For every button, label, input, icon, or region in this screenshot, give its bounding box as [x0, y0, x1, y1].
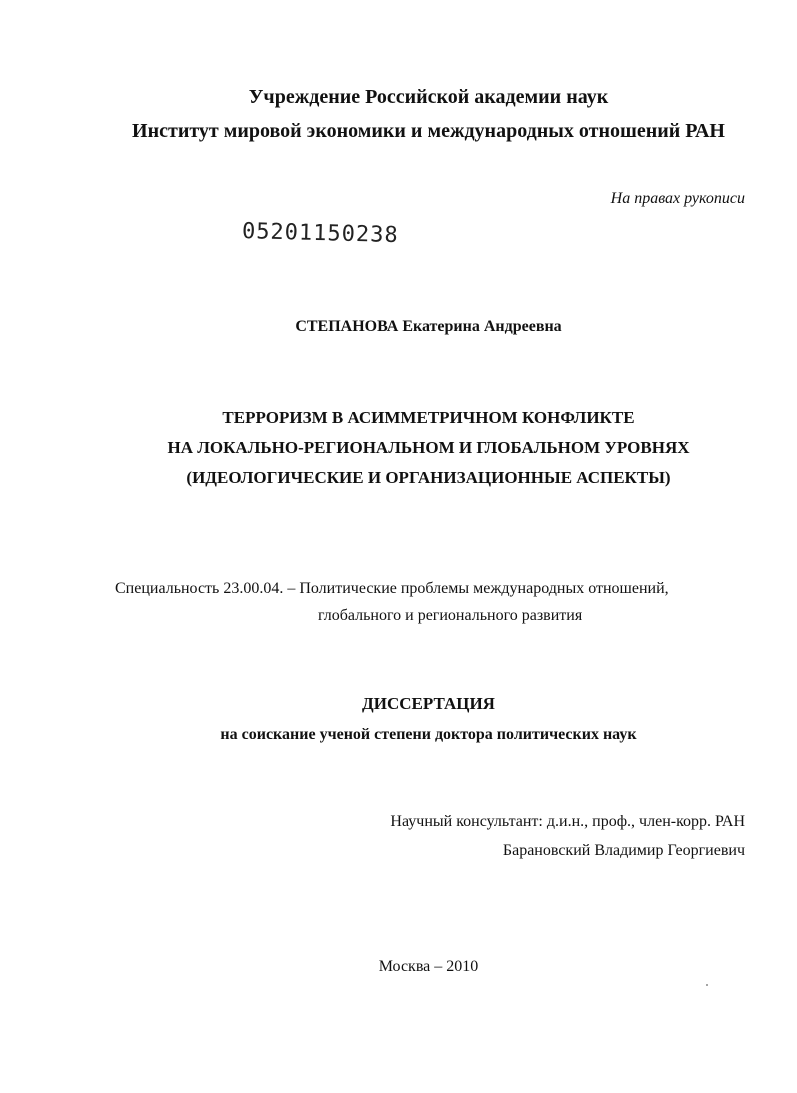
manuscript-rights-note: На правах рукописи — [610, 190, 745, 207]
scientific-advisor-line-2: Барановский Владимир Георгиевич — [502, 842, 745, 859]
library-stamp-number: 05201150238 — [241, 219, 399, 249]
institution-line-2: Институт мировой экономики и международных отношений РАН — [132, 120, 725, 142]
scan-speck — [706, 984, 708, 986]
dissertation-heading: ДИССЕРТАЦИЯ — [362, 694, 495, 713]
speciality-line-1: Специальность 23.00.04. – Политические проблемы международных отношений, — [115, 580, 669, 597]
author-name: СТЕПАНОВА Екатерина Андреевна — [295, 318, 562, 335]
institution-line-1: Учреждение Российской академии наук — [248, 86, 609, 108]
thesis-title-line-1: ТЕРРОРИЗМ В АСИММЕТРИЧНОМ КОНФЛИКТЕ — [222, 408, 635, 427]
place-and-year: Москва – 2010 — [378, 958, 479, 975]
dissertation-subtitle: на соискание ученой степени доктора политических наук — [220, 726, 637, 743]
speciality-line-2: глобального и регионального развития — [318, 607, 583, 624]
thesis-title-line-2: НА ЛОКАЛЬНО-РЕГИОНАЛЬНОМ И ГЛОБАЛЬНОМ УРОВНЯХ — [167, 438, 690, 457]
thesis-title-line-3: (ИДЕОЛОГИЧЕСКИЕ И ОРГАНИЗАЦИОННЫЕ АСПЕКТЫ) — [186, 468, 671, 487]
scientific-advisor-line-1: Научный консультант: д.и.н., проф., член-корр. РАН — [390, 813, 745, 830]
